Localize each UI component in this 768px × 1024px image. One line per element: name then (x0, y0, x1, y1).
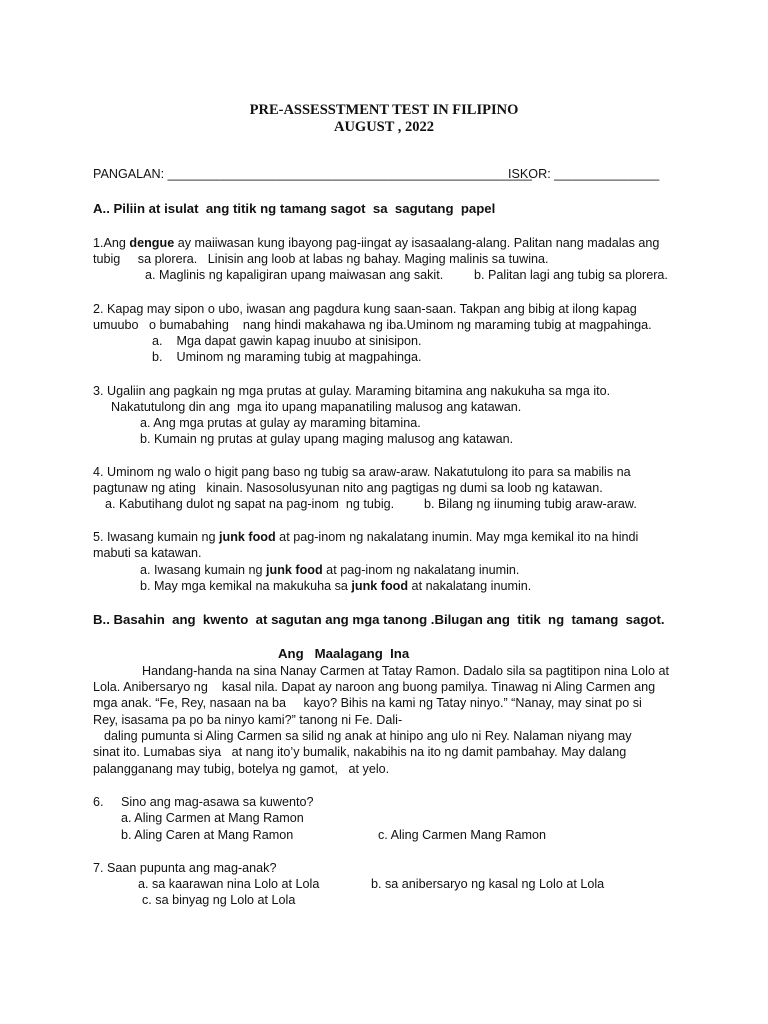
q3-line-1: 3. Ugaliin ang pagkain ng mga prutas at gulay. Maraming bitamina ang nakukuha sa mga ito. (93, 384, 611, 398)
q5-choice-b: b. May mga kemikal na makukuha sa junk food at nakalatang inumin. (140, 579, 532, 593)
q3-line-2: Nakatutulong din ang mga ito upang mapanatiling malusog ang katawan. (111, 400, 522, 414)
q7-choice-b: b. sa anibersaryo ng kasal ng Lolo at Lola (371, 877, 605, 891)
story-line: Lola. Anibersaryo ng kasal nila. Dapat ay naroon ang buong pamilya. Tinawag ni Aling Carmen ang (93, 680, 656, 694)
q6-question: 6. Sino ang mag-asawa sa kuwento? (93, 795, 314, 809)
name-field-label: PANGALAN: ____________________________________________________ (93, 167, 532, 181)
story-line: sinat ito. Lumabas siya at nang ito’y bumalik, nakabihis na ito ng damit pambahay. May dalang (93, 745, 627, 759)
q2-choice-a: a. Mga dapat gawin kapag inuubo at sinisipon. (152, 334, 422, 348)
q7-question: 7. Saan pupunta ang mag-anak? (93, 861, 277, 875)
story-line: Rey, isasama pa po ba ninyo kami?” tanong ni Fe. Dali- (93, 713, 403, 727)
q5-line-1: 5. Iwasang kumain ng junk food at pag-inom ng nakalatang inumin. May mga kemikal ito na hindi (93, 530, 639, 544)
document-date: AUGUST , 2022 (333, 119, 435, 135)
q1-line-2: tubig sa plorera. Linisin ang loob at labas ng bahay. Maging malinis sa tuwina. (93, 252, 549, 266)
q4-line-2: pagtunaw ng ating kinain. Nasosolusyunan nito ang pagtigas ng dumi sa loob ng katawan. (93, 481, 603, 495)
story-line: Handang-handa na sina Nanay Carmen at Tatay Ramon. Dadalo sila sa pagtitipon nina Lolo at (142, 664, 669, 678)
q5-line-2: mabuti sa katawan. (93, 546, 202, 560)
q6-choice-b: b. Aling Caren at Mang Ramon (121, 828, 294, 842)
q1-choice-a: a. Maglinis ng kapaligiran upang maiwasan ang sakit. (145, 268, 444, 282)
story-line: daling pumunta si Aling Carmen sa silid ng anak at hinipo ang ulo ni Rey. Nalaman niyang may (104, 729, 632, 743)
part-b-heading: B.. Basahin ang kwento at sagutan ang mga tanong .Bilugan ang titik ng tamang sagot. (93, 612, 665, 627)
q7-choice-a: a. sa kaarawan nina Lolo at Lola (138, 877, 320, 891)
story-line: mga anak. “Fe, Rey, nasaan na ba kayo? Bihis na kami ng Tatay ninyo.” “Nanay, may sinat po si (93, 696, 642, 710)
q3-choice-a: a. Ang mga prutas at gulay ay maraming bitamina. (140, 416, 421, 430)
q7-choice-c: c. sa binyag ng Lolo at Lola (142, 893, 296, 907)
document-title: PRE-ASSESSTMENT TEST IN FILIPINO (249, 102, 519, 118)
q2-choice-b: b. Uminom ng maraming tubig at magpahinga. (152, 350, 422, 364)
q6-choice-a: a. Aling Carmen at Mang Ramon (121, 811, 304, 825)
q3-choice-b: b. Kumain ng prutas at gulay upang maging malusog ang katawan. (140, 432, 514, 446)
q1-choice-b: b. Palitan lagi ang tubig sa plorera. (474, 268, 668, 282)
score-field-label: ISKOR: _______________ (508, 167, 660, 181)
q2-line-1: 2. Kapag may sipon o ubo, iwasan ang pagdura kung saan-saan. Takpan ang bibig at ilong kapag (93, 302, 637, 316)
part-a-heading: A.. Piliin at isulat ang titik ng tamang sagot sa sagutang papel (93, 201, 496, 216)
q1-line-1: 1.Ang dengue ay maiiwasan kung ibayong pag-iingat ay isasaalang-alang. Palitan nang madalas ang (93, 236, 660, 250)
story-title: Ang Maalagang Ina (278, 646, 410, 661)
story-line: palangganang may tubig, botelya ng gamot, at yelo. (93, 762, 390, 776)
q2-line-2: umuubo o bumabahing nang hindi makahawa ng iba.Uminom ng maraming tubig at magpahinga. (93, 318, 652, 332)
q5-choice-a: a. Iwasang kumain ng junk food at pag-inom ng nakalatang inumin. (140, 563, 520, 577)
q4-choice-a: a. Kabutihang dulot ng sapat na pag-inom ng tubig. (105, 497, 395, 511)
q6-choice-c: c. Aling Carmen Mang Ramon (378, 828, 546, 842)
q4-line-1: 4. Uminom ng walo o higit pang baso ng tubig sa araw-araw. Nakatutulong ito para sa mabilis na (93, 465, 631, 479)
q4-choice-b: b. Bilang ng iinuming tubig araw-araw. (424, 497, 637, 511)
